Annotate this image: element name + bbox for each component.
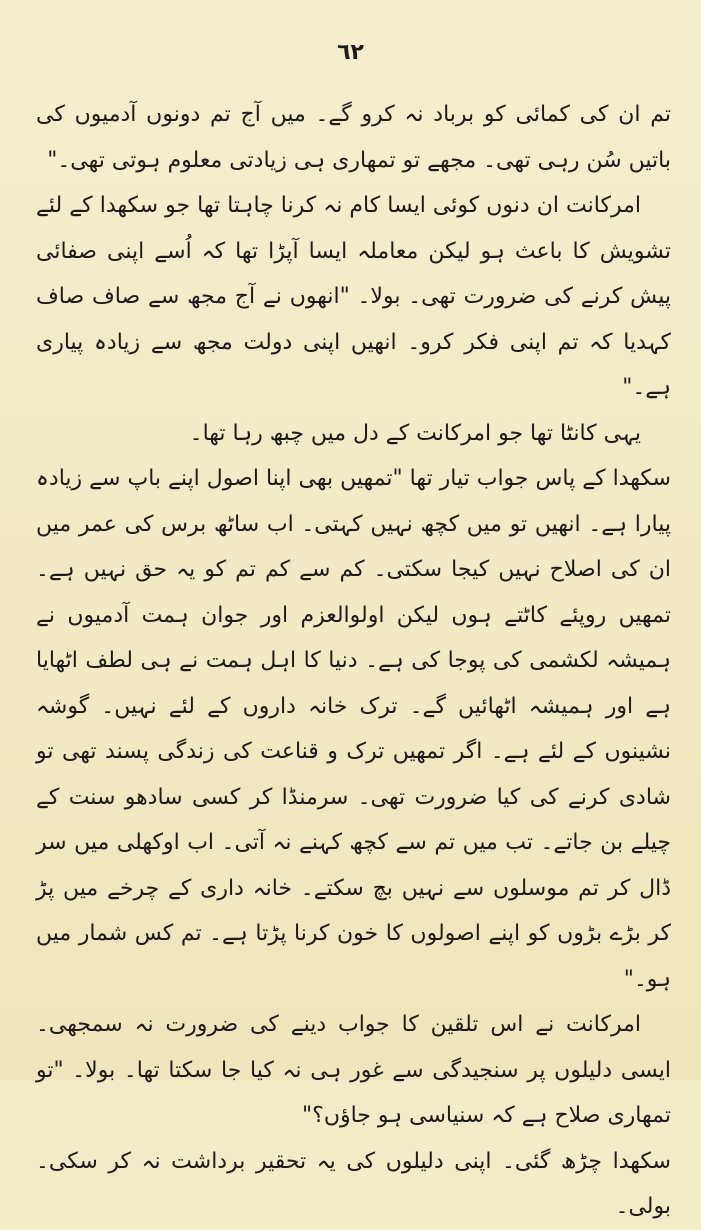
paragraph-2: امرکانت ان دنوں کوئی ایسا کام نہ کرنا چاہتا تھا جو سکھدا کے لئے تشویش کا باعث ہو لیکن معاملہ ایسا آپڑا تھا کہ اُسے اپنی صفائی پیش کرنے کی ضرورت تھی۔ بولا۔ "انھوں نے آج مجھ سے صاف صاف کہدیا کہ تم اپنی فکر کرو۔ انھیں اپنی دولت مجھ سے زیادہ پیاری ہے۔" [36, 193, 671, 400]
page-body-text [36, 92, 671, 1219]
paragraph-5: امرکانت نے اس تلقین کا جواب دینے کی ضرورت نہ سمجھی۔ ایسی دلیلوں پر سنجیدگی سے غور ہی نہ کیا جا سکتا تھا۔ بولا۔ "تو تمھاری صلاح ہے کہ سنیاسی ہو جاؤں؟" [36, 1012, 671, 1128]
paragraph-6: سکھدا چڑھ گئی۔ اپنی دلیلوں کی یہ تحقیر برداشت نہ کر سکی۔ بولی۔ [36, 1148, 671, 1219]
paragraph-3: یہی کانٹا تھا جو امرکانت کے دل میں چبھ رہا تھا۔ [189, 420, 641, 446]
paragraph-4: سکھدا کے پاس جواب تیار تھا "تمھیں بھی اپنا اصول اپنے باپ سے زیادہ پیارا ہے۔ انھیں تو میں کچھ نہیں کہتی۔ اب ساٹھ برس کی عمر میں ان کی اصلاح نہیں کیجا سکتی۔ کم سے کم تم کو یہ حق نہیں ہے۔ تمھیں روپئے کاٹتے ہوں لیکن اولوالعزم اور جوان ہمت آدمیوں نے ہمیشہ لکشمی کی پوجا کی ہے۔ دنیا کا اہل ہمت نے ہی لطف اٹھایا ہے اور ہمیشہ اٹھائیں گے۔ ترک خانہ داروں کے لئے نہیں۔ گوشہ نشینوں کے لئے ہے۔ اگر تمھیں ترک و قناعت کی زندگی پسند تھی تو شادی کرنے کی کیا ضرورت تھی۔ سرمنڈا کر کسی سادھو سنت کے چیلے بن جاتے۔ تب میں تم سے کچھ کہنے نہ آتی۔ اب اوکھلی میں سر ڈال کر تم موسلوں سے نہیں بچ سکتے۔ خانہ داری کے چرخے میں پڑ کر بڑے بڑوں کو اپنے اصولوں کا خون کرنا پڑتا ہے۔ تم کس شمار میں ہو۔" [36, 466, 671, 992]
paragraph-1: تم ان کی کمائی کو برباد نہ کرو گے۔ میں آج تم دونوں آدمیوں کی باتیں سُن رہی تھی۔ مجھے تو تمھاری ہی زیادتی معلوم ہوتی تھی۔" [36, 102, 671, 173]
page-number: ٦٢ [337, 40, 364, 65]
